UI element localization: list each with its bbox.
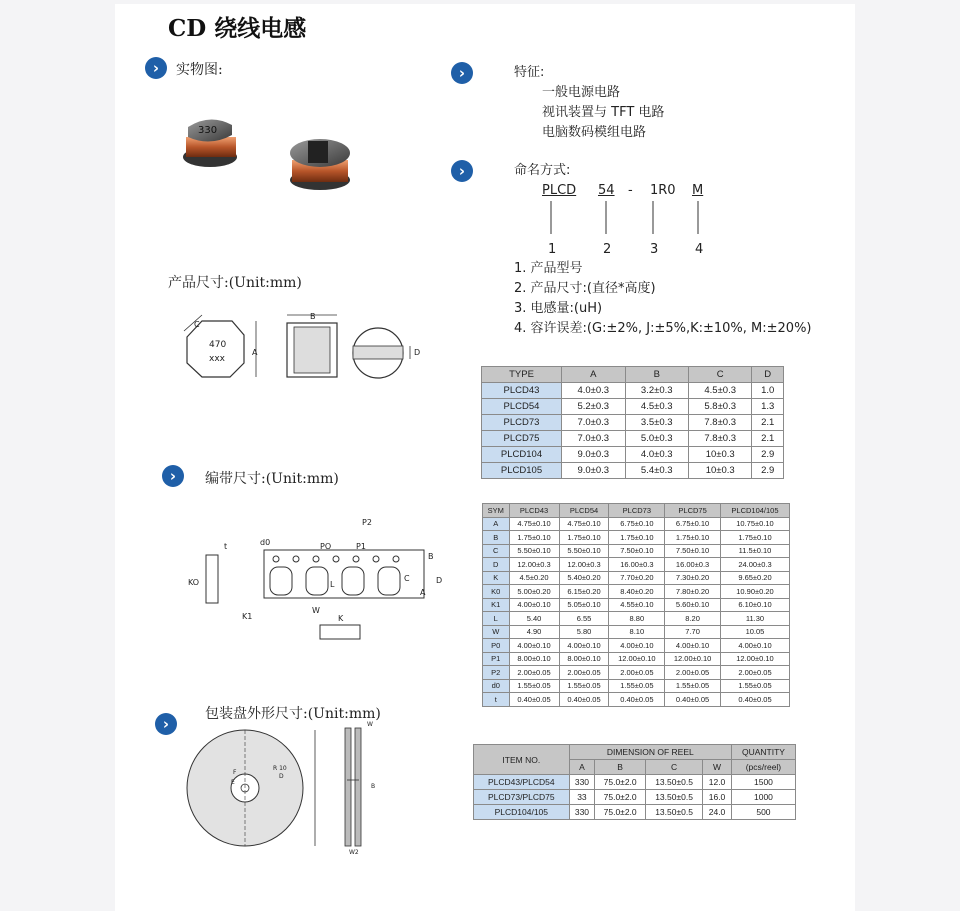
table-row [474,805,796,820]
table-row [483,693,790,707]
row-header-cell: P1 [483,652,510,666]
table-cell: 6.15±0.20 [559,585,609,599]
product-photo [180,105,360,205]
table-row [483,571,790,585]
photo-label: 实物图: [176,62,223,78]
row-header-cell: K [483,571,510,585]
chevron-right-icon: › [162,465,184,487]
quantity-header: QUANTITY [731,745,795,760]
quantity-unit: (pcs/reel) [731,760,795,775]
table-cell: 5.50±0.10 [509,544,559,558]
table-row [483,531,790,545]
item-no-header: ITEM NO. [474,745,570,775]
table-cell: 2.1 [752,431,784,447]
marking-text: 330 [198,125,218,136]
table-cell: 5.60±0.10 [665,598,721,612]
chevron-right-icon: › [145,57,167,79]
table-cell: 9.65±0.20 [720,571,789,585]
table-cell: 9.0±0.3 [562,463,625,479]
row-header-cell: D [483,558,510,572]
table-cell: 12.00±0.10 [665,652,721,666]
reel-label-r10: R 10 [273,765,287,772]
table-cell: 13.50±0.5 [646,805,703,820]
dimension-header: DIMENSION OF REEL [569,745,731,760]
table-cell: 7.50±0.10 [609,544,665,558]
row-header-cell: d0 [483,679,510,693]
naming-item: 3. 电感量:(uH) [514,301,603,316]
table-cell: 8.00±0.10 [559,652,609,666]
dim-a-label: A [252,348,258,357]
table-row [483,598,790,612]
tape-label-k1: K1 [242,612,253,621]
table-cell: 4.00±0.10 [720,639,789,653]
table-header-row: SYM PLCD43 PLCD54 PLCD73 PLCD75 PLCD104/105 [483,504,790,518]
table-row [483,652,790,666]
tape-label-d0: d0 [260,538,271,547]
table-cell: 1.55±0.05 [609,679,665,693]
table-cell: 4.00±0.10 [609,639,665,653]
naming-label: 命名方式: [514,163,571,178]
table-cell: 4.75±0.10 [509,517,559,531]
tape-label-c: C [404,574,410,583]
row-header-cell: PLCD73/PLCD75 [474,790,570,805]
table-row [483,517,790,531]
table-cell: 500 [731,805,795,820]
table-cell: 5.50±0.10 [559,544,609,558]
table-cell: 9.0±0.3 [562,447,625,463]
table-cell: 2.00±0.05 [609,666,665,680]
table-cell: 5.05±0.10 [559,598,609,612]
table-subheader-row: A B C W (pcs/reel) [474,760,796,775]
table-cell: 330 [569,775,595,790]
table-cell: 8.10 [609,625,665,639]
table-cell: 12.0 [703,775,732,790]
reel-size-label: 包装盘外形尺寸:(Unit:mm) [205,706,381,722]
dim-b-label: B [310,312,316,321]
table-cell: 7.70±0.20 [609,571,665,585]
tape-label-b: B [428,552,434,561]
table-cell: 5.4±0.3 [625,463,688,479]
table-row [483,666,790,680]
table-cell: 2.00±0.05 [665,666,721,680]
table-cell: 5.8±0.3 [688,399,751,415]
table-cell: 7.0±0.3 [562,431,625,447]
table-cell: 1.55±0.05 [559,679,609,693]
row-header-cell: W [483,625,510,639]
feature-item: 视讯装置与 TFT 电路 [542,105,665,120]
chevron-right-icon: › [451,160,473,182]
row-header-cell: K1 [483,598,510,612]
reel-label-b: B [371,783,376,790]
table-cell: 0.40±0.05 [665,693,721,707]
table-cell: 13.50±0.5 [646,775,703,790]
table-cell: 12.00±0.3 [509,558,559,572]
table-cell: 5.0±0.3 [625,431,688,447]
product-dimension-drawing [172,305,442,390]
table-cell: 2.00±0.05 [559,666,609,680]
table-cell: 8.80 [609,612,665,626]
table-cell: 2.00±0.05 [509,666,559,680]
naming-number: 1 [548,242,557,257]
table-row [483,612,790,626]
table-cell: 1.3 [752,399,784,415]
feature-item: 一般电源电路 [542,85,621,100]
table-cell: 7.8±0.3 [688,415,751,431]
dim-c-label: C [194,320,200,329]
table-cell: 24.00±0.3 [720,558,789,572]
tape-label-ko: KO [188,578,200,587]
tape-dimension-table [482,503,790,707]
table-cell: 10.05 [720,625,789,639]
table-row [483,639,790,653]
naming-number: 2 [603,242,612,257]
table-cell: 330 [569,805,595,820]
row-header-cell: PLCD73 [482,415,562,431]
features-label: 特征: [514,65,545,80]
tape-size-label: 编带尺寸:(Unit:mm) [205,471,339,487]
table-cell: 33 [569,790,595,805]
table-cell: 7.70 [665,625,721,639]
table-cell: 5.00±0.20 [509,585,559,599]
table-cell: 4.75±0.10 [559,517,609,531]
table-cell: 1500 [731,775,795,790]
row-header-cell: PLCD104 [482,447,562,463]
row-header-cell: PLCD105 [482,463,562,479]
table-header-row: TYPE A B C D [482,367,784,383]
naming-item: 2. 产品尺寸:(直径*高度) [514,281,656,296]
table-cell: 7.30±0.20 [665,571,721,585]
table-cell: 1.75±0.10 [665,531,721,545]
table-cell: 7.80±0.20 [665,585,721,599]
table-cell: 16.00±0.3 [609,558,665,572]
table-row [483,585,790,599]
table-cell: 8.20 [665,612,721,626]
table-cell: 8.00±0.10 [509,652,559,666]
row-header-cell: B [483,531,510,545]
table-header-row [474,745,796,760]
table-cell: 1.75±0.10 [509,531,559,545]
table-row [474,775,796,790]
table-row [482,463,784,479]
row-header-cell: PLCD75 [482,431,562,447]
tape-label-p2: P2 [362,518,372,527]
table-cell: 5.80 [559,625,609,639]
table-cell: 2.00±0.05 [720,666,789,680]
table-cell: 6.55 [559,612,609,626]
table-row [482,431,784,447]
inductor-photo-1 [183,119,237,167]
table-row [483,544,790,558]
code2-label: xxx [209,354,225,364]
table-cell: 12.00±0.10 [720,652,789,666]
table-row [474,790,796,805]
row-header-cell: P0 [483,639,510,653]
reel-label-w2: W2 [349,849,359,856]
reel-label-e: E [231,779,235,786]
table-cell: 8.40±0.20 [609,585,665,599]
chevron-right-icon: › [451,62,473,84]
tape-label-w: W [312,606,320,615]
row-header-cell: K0 [483,585,510,599]
table-cell: 1.0 [752,383,784,399]
row-header-cell: PLCD43 [482,383,562,399]
table-cell: 13.50±0.5 [646,790,703,805]
naming-part-model: PLCD [542,183,577,198]
table-cell: 4.90 [509,625,559,639]
tape-label-d: D [436,576,443,585]
page-title: CD 绕线电感 [168,15,307,42]
table-cell: 7.50±0.10 [665,544,721,558]
table-cell: 7.8±0.3 [688,431,751,447]
table-cell: 0.40±0.05 [509,693,559,707]
table-cell: 2.1 [752,415,784,431]
reel-label-d: D [279,773,284,780]
naming-lines [540,198,720,238]
table-row [483,558,790,572]
table-cell: 1.75±0.10 [609,531,665,545]
table-cell: 16.0 [703,790,732,805]
table-cell: 10±0.3 [688,447,751,463]
reel-dimension-drawing [185,718,385,858]
table-cell: 4.0±0.3 [625,447,688,463]
row-header-cell: P2 [483,666,510,680]
table-row [482,399,784,415]
tape-dimension-drawing [180,515,455,650]
table-cell: 12.00±0.3 [559,558,609,572]
row-header-cell: t [483,693,510,707]
feature-item: 电脑数码模组电路 [542,125,647,140]
naming-item: 1. 产品型号 [514,261,583,276]
table-cell: 75.0±2.0 [595,805,646,820]
table-cell: 0.40±0.05 [609,693,665,707]
chevron-right-icon: › [155,713,177,735]
row-header-cell: A [483,517,510,531]
table-cell: 16.00±0.3 [665,558,721,572]
table-cell: 5.40±0.20 [559,571,609,585]
table-cell: 4.00±0.10 [509,639,559,653]
table-cell: 2.9 [752,447,784,463]
table-cell: 3.2±0.3 [625,383,688,399]
table-cell: 1000 [731,790,795,805]
tape-label-l: L [330,580,335,589]
product-dimension-table [481,366,784,479]
table-cell: 11.30 [720,612,789,626]
table-cell: 1.55±0.05 [509,679,559,693]
table-row [482,415,784,431]
row-header-cell: PLCD43/PLCD54 [474,775,570,790]
table-cell: 0.40±0.05 [720,693,789,707]
code-label: 470 [209,340,227,350]
table-row [483,625,790,639]
table-cell: 1.55±0.05 [720,679,789,693]
table-cell: 4.00±0.10 [665,639,721,653]
table-cell: 4.0±0.3 [562,383,625,399]
table-row [482,447,784,463]
table-cell: 2.9 [752,463,784,479]
table-cell: 5.2±0.3 [562,399,625,415]
table-cell: 0.40±0.05 [559,693,609,707]
naming-part-size: 54 [598,183,615,198]
product-size-label: 产品尺寸:(Unit:mm) [168,275,302,291]
row-header-cell: L [483,612,510,626]
table-cell: 12.00±0.10 [609,652,665,666]
reel-label-f: F [233,769,237,776]
tape-label-a: A [420,588,426,597]
tape-label-p1: P1 [356,542,366,551]
table-cell: 3.5±0.3 [625,415,688,431]
table-cell: 4.00±0.10 [559,639,609,653]
table-cell: 4.00±0.10 [509,598,559,612]
table-cell: 4.55±0.10 [609,598,665,612]
tape-label-t: t [224,542,228,551]
reel-label-w: W [367,721,373,728]
naming-part-inductance: 1R0 [650,183,676,198]
dim-d-label: D [414,348,421,357]
table-cell: 10±0.3 [688,463,751,479]
table-cell: 4.5±0.3 [688,383,751,399]
table-cell: 24.0 [703,805,732,820]
table-cell: 1.75±0.10 [559,531,609,545]
naming-number: 4 [695,242,704,257]
table-cell: 6.75±0.10 [609,517,665,531]
table-row [483,679,790,693]
table-cell: 1.55±0.05 [665,679,721,693]
table-cell: 10.75±0.10 [720,517,789,531]
table-cell: 10.90±0.20 [720,585,789,599]
table-cell: 6.75±0.10 [665,517,721,531]
reel-dimension-table [473,744,796,820]
row-header-cell: C [483,544,510,558]
table-cell: 4.5±0.20 [509,571,559,585]
table-cell: 75.0±2.0 [595,790,646,805]
table-row [482,383,784,399]
table-cell: 6.10±0.10 [720,598,789,612]
table-cell: 75.0±2.0 [595,775,646,790]
naming-number: 3 [650,242,659,257]
tape-label-k: K [338,614,344,623]
inductor-photo-2 [290,139,350,190]
naming-part-dash: - [628,183,633,198]
naming-part-tolerance: M [692,183,704,198]
table-cell: 1.75±0.10 [720,531,789,545]
row-header-cell: PLCD54 [482,399,562,415]
table-cell: 4.5±0.3 [625,399,688,415]
table-cell: 5.40 [509,612,559,626]
table-cell: 11.5±0.10 [720,544,789,558]
naming-item: 4. 容许误差:(G:±2%, J:±5%,K:±10%, M:±20%) [514,321,812,336]
tape-label-p0: PO [320,542,332,551]
row-header-cell: PLCD104/105 [474,805,570,820]
table-cell: 7.0±0.3 [562,415,625,431]
